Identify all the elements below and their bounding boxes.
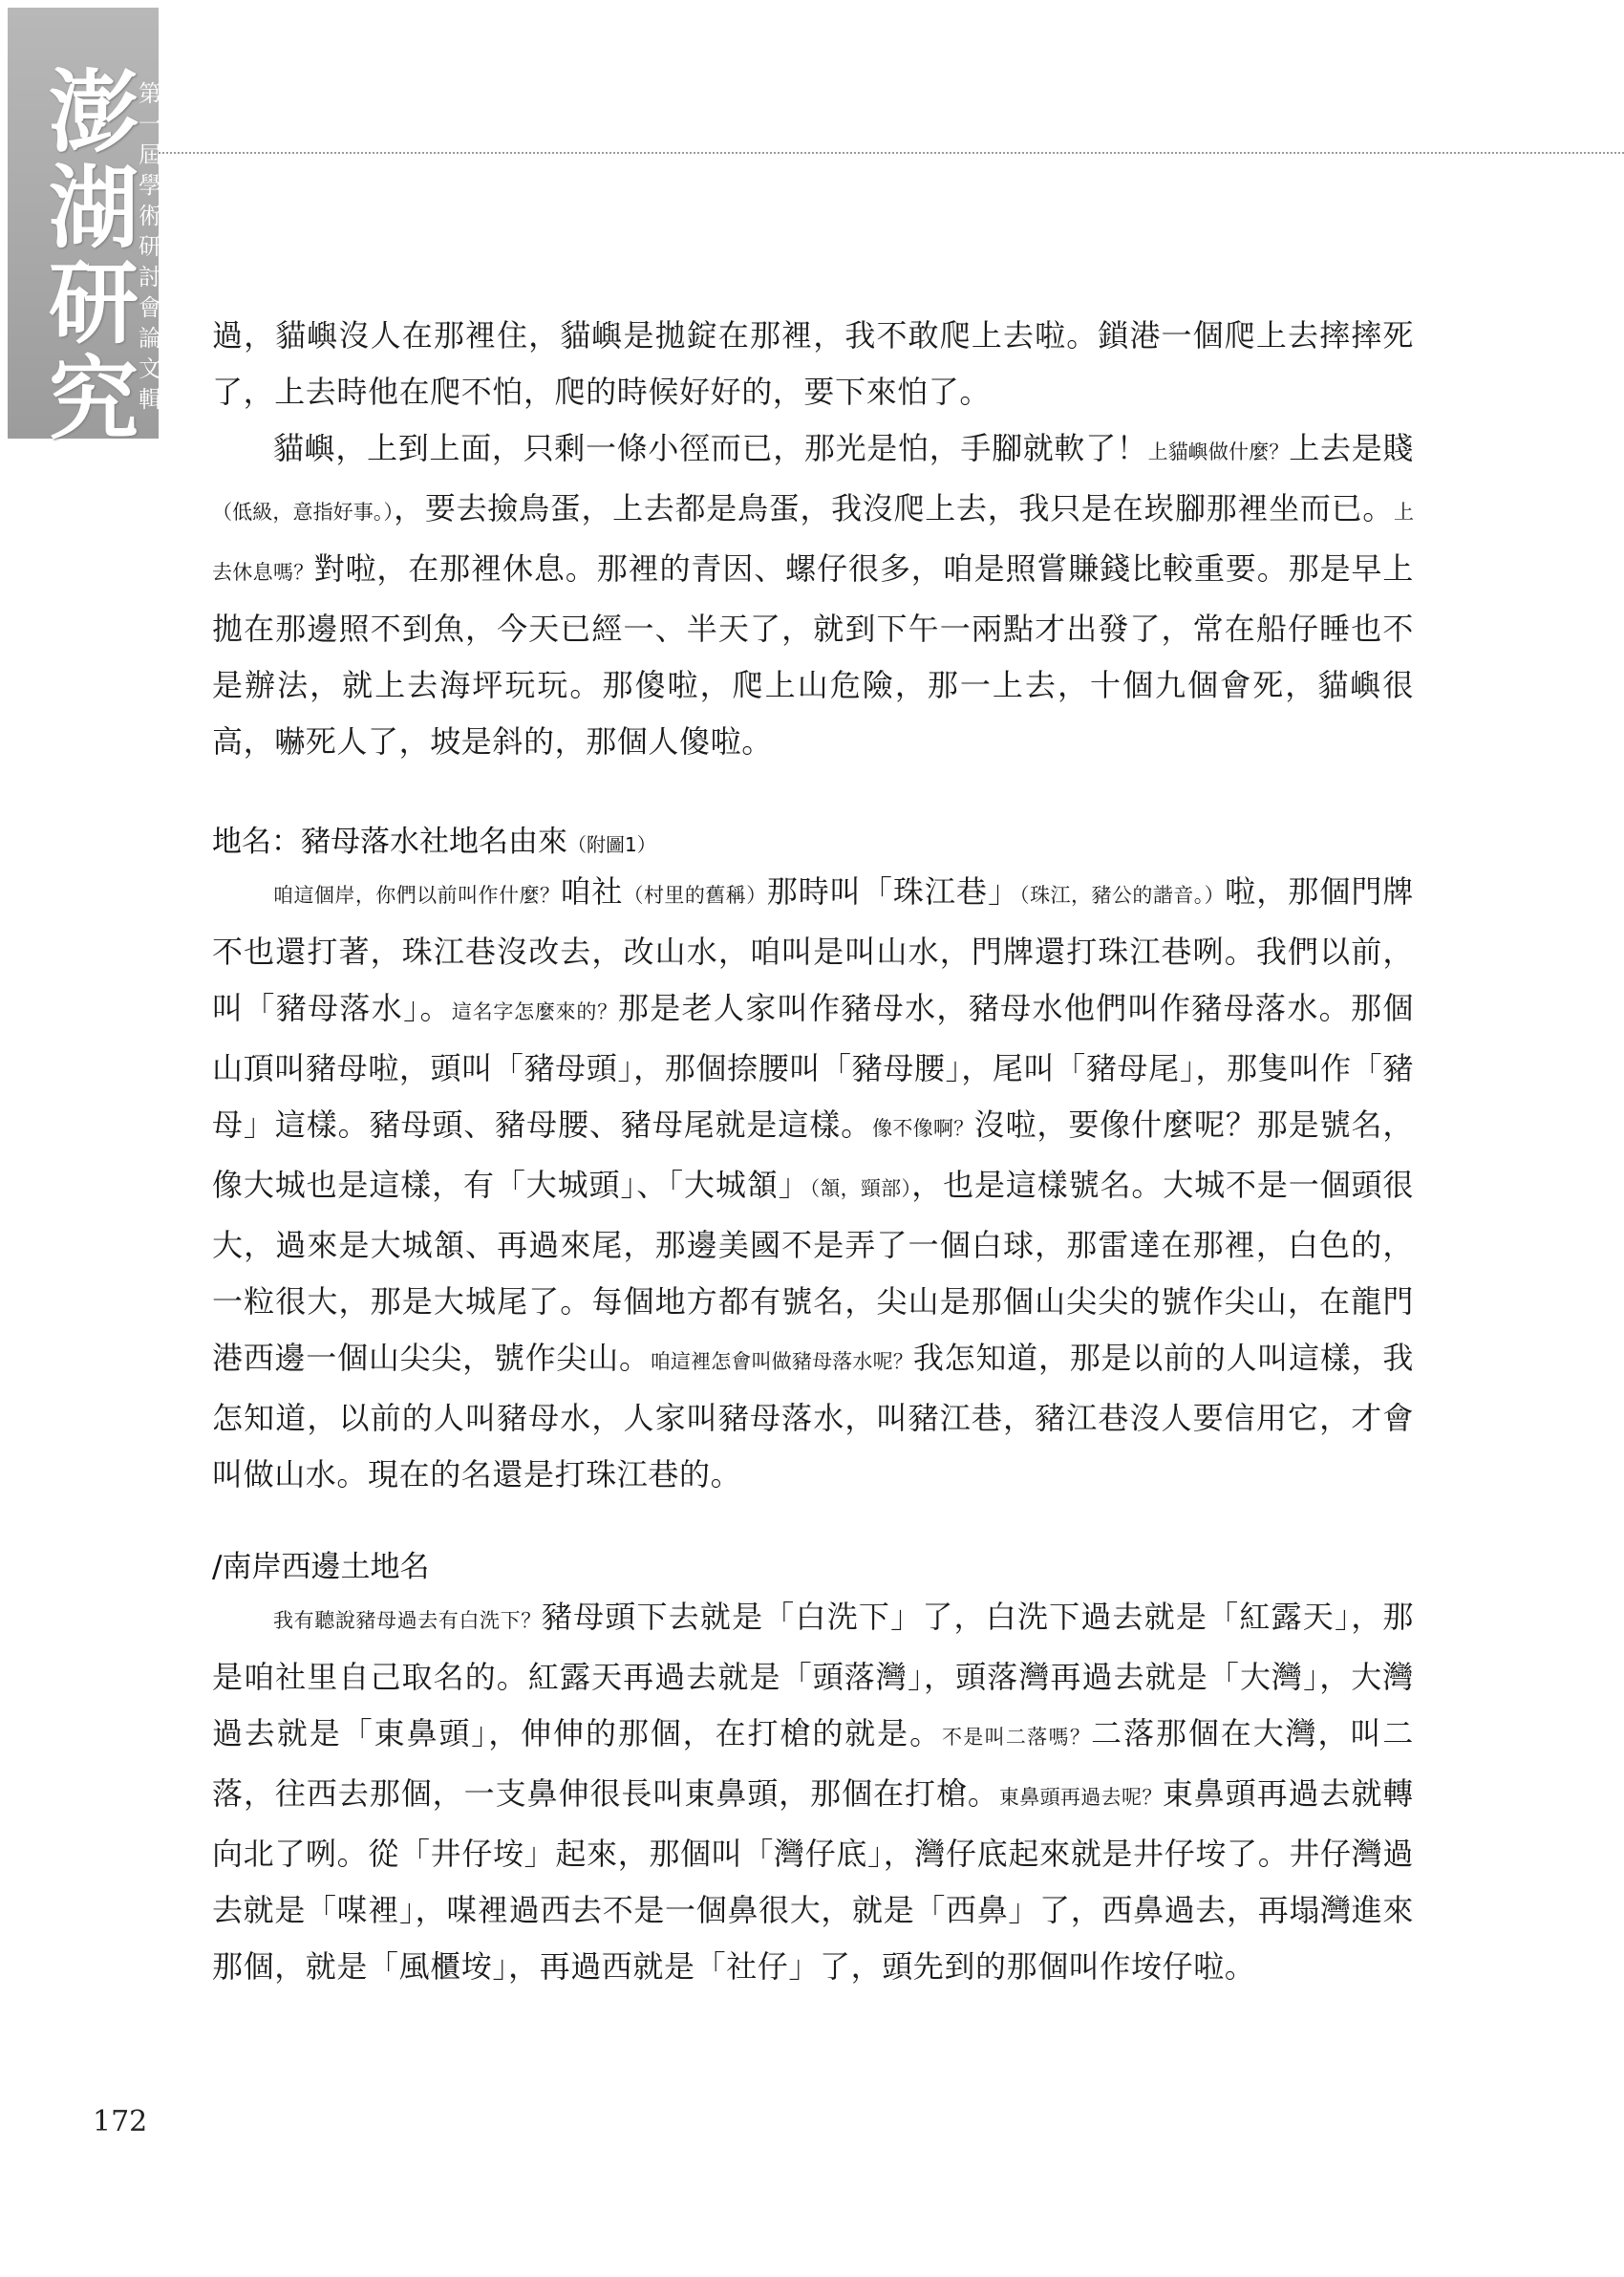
journal-subtitle-char: 研 (139, 233, 161, 260)
special-glyph: 㖼 (446, 1892, 479, 1928)
journal-subtitle-char: 學 (139, 172, 161, 199)
interviewer-note: 東鼻頭再過去呢？ (998, 1786, 1163, 1809)
journal-subtitle-char: 術 (139, 203, 161, 229)
interviewer-note: 上貓嶼做什麼？ (1147, 440, 1290, 463)
annotation-note: （低級，意指好事。） (212, 501, 395, 524)
heading-note: （附圖1） (567, 833, 656, 856)
section-3-heading: /南岸西邊土地名 (212, 1550, 430, 1584)
journal-subtitle-char: 輯 (139, 386, 161, 413)
journal-subtitle-char: 會 (139, 294, 161, 321)
interviewer-note: 我有聽說豬母過去有白洗下？ (273, 1609, 542, 1632)
interviewer-note: 咱這個岸，你們以前叫作什麼？ (273, 884, 561, 907)
journal-subtitle-char: 討 (139, 264, 161, 290)
journal-subtitle-char: 文 (139, 355, 161, 382)
page-number: 172 (93, 2105, 148, 2138)
section-2-text (212, 864, 1414, 1503)
paragraph: 過，貓嶼沒人在那裡住，貓嶼是拋錠在那裡，我不敢爬上去啦。鎖港一個爬上去摔摔死了，上去時他在爬不怕，爬的時候好好的，要下來怕了。 (212, 317, 1414, 410)
annotation-note: （村里的舊稱） (623, 884, 767, 907)
interviewer-note: 上去休息嗎？ (212, 501, 1415, 584)
journal-title-char: 湖 (48, 156, 139, 261)
annotation-note: （頷，頸部） (809, 1177, 912, 1200)
section-3-text (212, 1589, 1414, 1995)
journal-title-char: 究 (48, 347, 139, 452)
journal-side-band (8, 8, 161, 452)
journal-title-char: 澎 (48, 60, 139, 165)
interviewer-note: 不是叫二落嗎？ (941, 1726, 1092, 1749)
journal-subtitle-char: 論 (139, 325, 161, 352)
paragraph: 我有聽說豬母過去有白洗下？豬母頭下去就是「白洗下」了，白洗下過去就是「紅露天」，那是咱社里自己取名的。紅露天再過去就是「頭落灣」，頭落灣再過去就是「大灣」，大灣過去就是「東鼻頭」，伸伸的那個，在打槍的就是。不是叫二落嗎？二落那個在大灣，叫二落，往西去那個，一支鼻伸很長叫東鼻頭，那個在打槍。東鼻頭再過去呢？東鼻頭再過去就轉向北了咧。從「井仔垵」起來，那個叫「灣仔底」，灣仔底起來就是井仔垵了。井仔灣過去就是「㖼裡」，㖼裡過西去不是一個鼻很大，就是「西鼻」了，西鼻過去，再塌灣進來那個，就是「風櫃垵」，再過西就是「社仔」了，頭先到的那個叫作垵仔啦。 (212, 1599, 1415, 1985)
header-dotted-rule (159, 152, 1624, 154)
journal-subtitle-char: 第 (139, 80, 161, 107)
journal-subtitle (136, 78, 164, 415)
annotation-note: （珠江，豬公的諧音。） (1019, 884, 1226, 907)
journal-title (46, 60, 141, 452)
section-2-heading: 地名：豬母落水社地名由來（附圖1） (212, 825, 656, 859)
section-1-text (212, 308, 1414, 770)
special-glyph: 㖼 (336, 1892, 369, 1928)
paragraph: 咱這個岸，你們以前叫作什麼？咱社（村里的舊稱）那時叫「珠江巷」（珠江，豬公的諧音。）啦，那個門牌不也還打著，珠江巷沒改去，改山水，咱叫是叫山水，門牌還打珠江巷咧。我們以前，叫「豬母落水」。這名字怎麼來的？那是老人家叫作豬母水，豬母水他們叫作豬母落水。那個山頂叫豬母啦，頭叫「豬母頭」，那個捺腰叫「豬母腰」，尾叫「豬母尾」，那隻叫作「豬母」這樣。豬母頭、豬母腰、豬母尾就是這樣。像不像啊？沒啦，要像什麼呢？那是號名，像大城也是這樣，有「大城頭」、「大城頷」（頷，頸部），也是這樣號名。大城不是一個頭很大，過來是大城頷、再過來尾，那邊美國不是弄了一個白球，那雷達在那裡，白色的，一粒很大，那是大城尾了。每個地方都有號名，尖山是那個山尖尖的號作尖山，在龍門港西邊一個山尖尖，號作尖山。咱這裡怎會叫做豬母落水呢？我怎知道，那是以前的人叫這樣，我怎知道，以前的人叫豬母水，人家叫豬母落水，叫豬江巷，豬江巷沒人要信用它，才會叫做山水。現在的名還是打珠江巷的。 (212, 873, 1415, 1493)
interviewer-note: 咱這裡怎會叫做豬母落水呢？ (650, 1350, 913, 1373)
journal-subtitle-char: 一 (139, 111, 161, 138)
journal-title-char: 研 (48, 251, 139, 356)
interviewer-note: 像不像啊？ (872, 1117, 974, 1140)
paragraph: 貓嶼，上到上面，只剩一條小徑而已，那光是怕，手腳就軟了！上貓嶼做什麼？上去是賤（低級，意指好事。），要去撿鳥蛋，上去都是鳥蛋，我沒爬上去，我只是在崁腳那裡坐而已。上去休息嗎？對啦，在那裡休息。那裡的青因、螺仔很多，咱是照嘗賺錢比較重要。那是早上拋在那邊照不到魚，今天已經一、半天了，就到下午一兩點才出發了，常在船仔睡也不是辦法，就上去海坪玩玩。那傻啦，爬上山危險，那一上去，十個九個會死，貓嶼很高，嚇死人了，坡是斜的，那個人傻啦。 (212, 430, 1415, 760)
journal-subtitle-char: 屆 (139, 141, 161, 168)
interviewer-note: 這名字怎麼來的？ (451, 1000, 618, 1023)
